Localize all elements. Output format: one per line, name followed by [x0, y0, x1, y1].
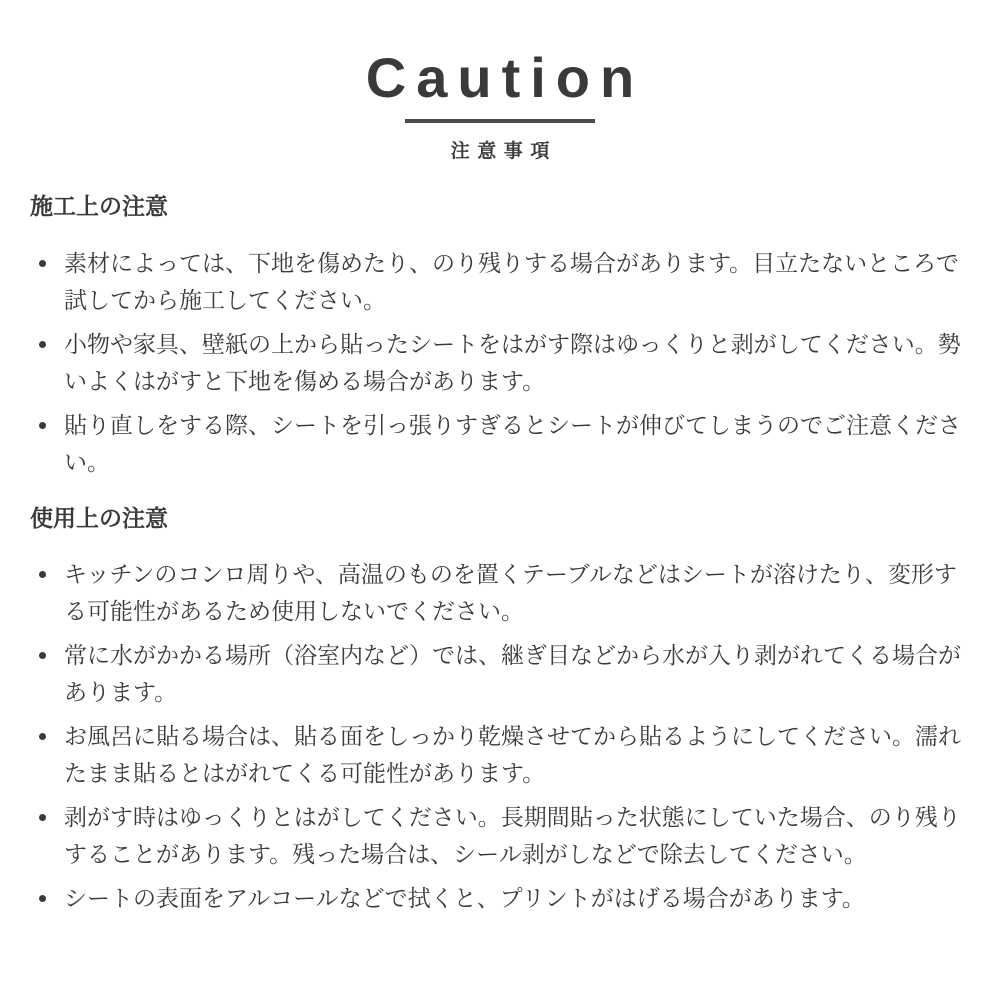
section-usage: [30, 505, 968, 918]
list-item-text: シートの表面をアルコールなどで拭くと、プリントがはげる場合があります。: [64, 885, 865, 912]
list-item-text: お風呂に貼る場合は、貼る面をしっかり乾燥させてから貼るようにしてください。濡れたまま貼るとはがれてくる可能性があります。: [64, 723, 961, 787]
usage-caution-list: [30, 556, 968, 917]
bullet-icon: [39, 341, 46, 348]
section-heading-construction: 施工上の注意: [30, 193, 168, 219]
list-item: [30, 718, 968, 792]
page-title: Caution: [365, 46, 645, 109]
section-construction: [30, 193, 968, 481]
list-item: [30, 880, 968, 917]
list-item-text: 小物や家具、壁紙の上から貼ったシートをはがす際はゆっくりと剥がしてください。勢いよくはがすと下地を傷める場合があります。: [64, 330, 961, 394]
list-item: [30, 326, 968, 400]
list-item-text: キッチンのコンロ周りや、高温のものを置くテーブルなどはシートが溶けたり、変形する可能性があるため使用しないでください。: [64, 561, 957, 625]
list-item: [30, 245, 968, 319]
list-item: [30, 799, 968, 873]
bullet-icon: [39, 814, 46, 821]
bullet-icon: [39, 733, 46, 740]
document-header: [0, 0, 1000, 163]
bullet-icon: [39, 260, 46, 267]
list-item: [30, 556, 968, 630]
list-item: [30, 407, 968, 481]
title-divider: [405, 119, 595, 123]
document-body: [0, 193, 1000, 917]
bullet-icon: [39, 895, 46, 902]
list-item-text: 貼り直しをする際、シートを引っ張りすぎるとシートが伸びてしまうのでご注意ください。: [64, 411, 961, 475]
list-item-text: 素材によっては、下地を傷めたり、のり残りする場合があります。目立たないところで試してから施工してください。: [64, 249, 959, 313]
page-subtitle: 注意事項: [450, 141, 557, 162]
list-item: [30, 637, 968, 711]
construction-caution-list: [30, 245, 968, 481]
section-heading-usage: 使用上の注意: [30, 504, 168, 531]
bullet-icon: [39, 422, 46, 429]
bullet-icon: [39, 652, 46, 659]
list-item-text: 剥がす時はゆっくりとはがしてください。長期間貼った状態にしていた場合、のり残りすることがあります。残った場合は、シール剥がしなどで除去してください。: [64, 804, 961, 868]
list-item-text: 常に水がかかる場所（浴室内など）では、継ぎ目などから水が入り剥がれてくる場合があります。: [64, 642, 961, 706]
bullet-icon: [39, 571, 46, 578]
